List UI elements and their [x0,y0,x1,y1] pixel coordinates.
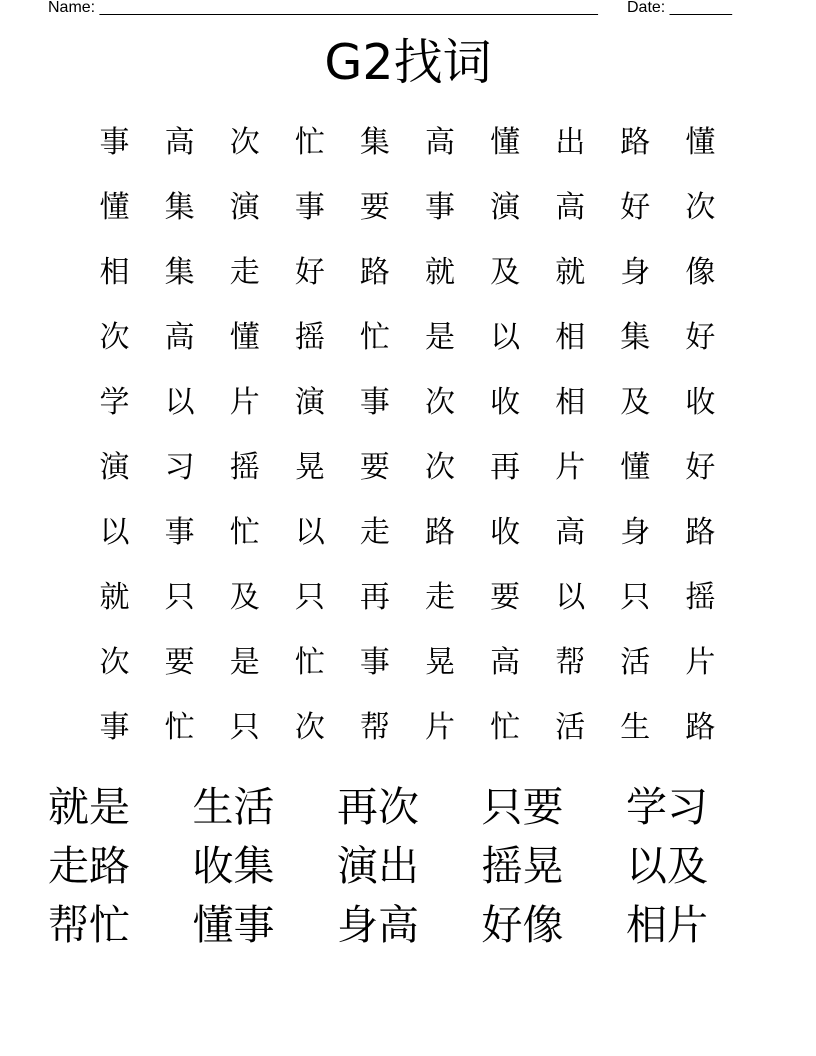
grid-cell[interactable]: 次 [99,644,130,680]
grid-cell[interactable]: 摇 [229,449,260,485]
grid-cell[interactable]: 身 [620,514,651,550]
grid-cell[interactable]: 就 [99,579,130,615]
grid-cell[interactable]: 就 [555,254,586,290]
grid-cell[interactable]: 相 [99,254,130,290]
grid-cell[interactable]: 身 [620,254,651,290]
grid-cell[interactable]: 收 [490,384,521,420]
grid-cell[interactable]: 高 [555,189,586,225]
grid-cell[interactable]: 事 [99,709,130,745]
grid-cell[interactable]: 次 [294,709,325,745]
grid-cell[interactable]: 懂 [99,189,130,225]
grid-cell[interactable]: 忙 [359,319,390,355]
word-list-item: 帮忙 [48,901,130,949]
grid-cell[interactable]: 忙 [490,709,521,745]
grid-cell[interactable]: 再 [490,449,521,485]
grid-cell[interactable]: 只 [229,709,260,745]
grid-cell[interactable]: 演 [490,189,521,225]
word-list-item: 再次 [337,783,419,831]
word-list-item: 收集 [192,842,275,890]
grid-cell[interactable]: 忙 [229,514,260,550]
grid-cell[interactable]: 事 [359,384,390,420]
grid-cell[interactable]: 高 [425,124,456,160]
grid-cell[interactable]: 收 [685,384,716,420]
grid-cell[interactable]: 次 [99,319,130,355]
grid-cell[interactable]: 走 [359,514,390,550]
grid-cell[interactable]: 走 [229,254,260,290]
grid-cell[interactable]: 次 [229,124,260,160]
grid-cell[interactable]: 要 [359,449,390,485]
grid-cell[interactable]: 摇 [685,579,716,615]
grid-cell[interactable]: 懂 [685,124,716,160]
grid-cell[interactable]: 只 [164,579,195,615]
grid-cell[interactable]: 以 [99,514,130,550]
grid-cell[interactable]: 好 [620,189,651,225]
grid-cell[interactable]: 路 [685,514,716,550]
grid-cell[interactable]: 以 [294,514,325,550]
grid-cell[interactable]: 忙 [294,644,325,680]
grid-cell[interactable]: 学 [99,384,130,420]
word-list [48,778,788,955]
grid-cell[interactable]: 再 [359,579,390,615]
grid-cell[interactable]: 只 [294,579,325,615]
grid-cell[interactable]: 好 [685,449,716,485]
grid-cell[interactable]: 高 [164,124,195,160]
grid-cell[interactable]: 是 [425,319,456,355]
grid-cell[interactable]: 以 [490,319,521,355]
word-list-item: 走路 [48,842,130,890]
word-list-item: 学习 [626,783,708,831]
word-list-item: 以及 [626,842,708,890]
grid-cell[interactable]: 事 [425,189,456,225]
grid-cell[interactable]: 忙 [294,124,325,160]
grid-cell[interactable]: 事 [294,189,325,225]
grid-cell[interactable]: 相 [555,384,586,420]
grid-cell[interactable]: 集 [164,189,195,225]
grid-cell[interactable]: 好 [685,319,716,355]
grid-cell[interactable]: 事 [99,124,130,160]
grid-cell[interactable]: 帮 [555,644,586,680]
grid-cell[interactable]: 演 [229,189,260,225]
grid-cell[interactable]: 晃 [425,644,456,680]
grid-cell[interactable]: 路 [620,124,651,160]
grid-cell[interactable]: 摇 [294,319,325,355]
grid-cell[interactable]: 就 [425,254,456,290]
grid-cell[interactable]: 以 [555,579,586,615]
page-title: G2找词 [324,34,492,91]
grid-cell[interactable]: 出 [555,124,586,160]
grid-cell[interactable]: 次 [425,449,456,485]
grid-cell[interactable]: 像 [685,254,716,290]
grid-cell[interactable]: 片 [685,644,716,680]
grid-cell[interactable]: 要 [490,579,521,615]
grid-cell[interactable]: 以 [164,384,195,420]
grid-cell[interactable]: 晃 [294,449,325,485]
word-list-item: 摇晃 [481,842,564,890]
grid-cell[interactable]: 路 [359,254,390,290]
grid-cell[interactable]: 活 [555,709,586,745]
grid-cell[interactable]: 帮 [359,709,390,745]
grid-cell[interactable]: 路 [425,514,456,550]
grid-cell[interactable]: 片 [229,384,260,420]
date-field[interactable]: Date: _______ [627,0,732,16]
grid-cell[interactable]: 演 [99,449,130,485]
grid-cell[interactable]: 集 [359,124,390,160]
grid-cell[interactable]: 走 [425,579,456,615]
grid-cell[interactable]: 及 [229,579,260,615]
grid-cell[interactable]: 事 [359,644,390,680]
grid-cell[interactable]: 及 [490,254,521,290]
grid-cell[interactable]: 高 [490,644,521,680]
grid-cell[interactable]: 只 [620,579,651,615]
grid-cell[interactable]: 相 [555,319,586,355]
word-search-grid [82,110,733,760]
grid-cell[interactable]: 收 [490,514,521,550]
grid-cell[interactable]: 片 [555,449,586,485]
grid-cell[interactable]: 集 [620,319,651,355]
grid-cell[interactable]: 高 [164,319,195,355]
grid-cell[interactable]: 要 [164,644,195,680]
grid-cell[interactable]: 集 [164,254,195,290]
name-field[interactable]: Name: ________________________________________________________ [48,0,598,16]
grid-cell[interactable]: 演 [294,384,325,420]
grid-cell[interactable]: 次 [425,384,456,420]
header [0,0,816,20]
grid-cell[interactable]: 路 [685,709,716,745]
grid-cell[interactable]: 次 [685,189,716,225]
word-list-item: 身高 [337,901,419,949]
grid-cell[interactable]: 片 [425,709,456,745]
grid-cell[interactable]: 忙 [164,709,195,745]
grid-cell[interactable]: 事 [164,514,195,550]
grid-cell[interactable]: 好 [294,254,325,290]
word-list-item: 好像 [481,901,564,949]
word-list-item: 生活 [192,783,275,831]
word-list-item: 相片 [626,901,708,949]
grid-cell[interactable]: 要 [359,189,390,225]
grid-cell[interactable]: 生 [620,709,651,745]
word-list-item: 演出 [337,842,419,890]
grid-cell[interactable]: 是 [229,644,260,680]
word-list-item: 懂事 [192,901,275,949]
word-list-item: 就是 [48,783,130,831]
grid-cell[interactable]: 活 [620,644,651,680]
grid-cell[interactable]: 懂 [490,124,521,160]
word-list-item: 只要 [481,783,564,831]
grid-cell[interactable]: 懂 [229,319,260,355]
grid-cell[interactable]: 懂 [620,449,651,485]
grid-cell[interactable]: 及 [620,384,651,420]
grid-cell[interactable]: 高 [555,514,586,550]
grid-cell[interactable]: 习 [164,449,195,485]
